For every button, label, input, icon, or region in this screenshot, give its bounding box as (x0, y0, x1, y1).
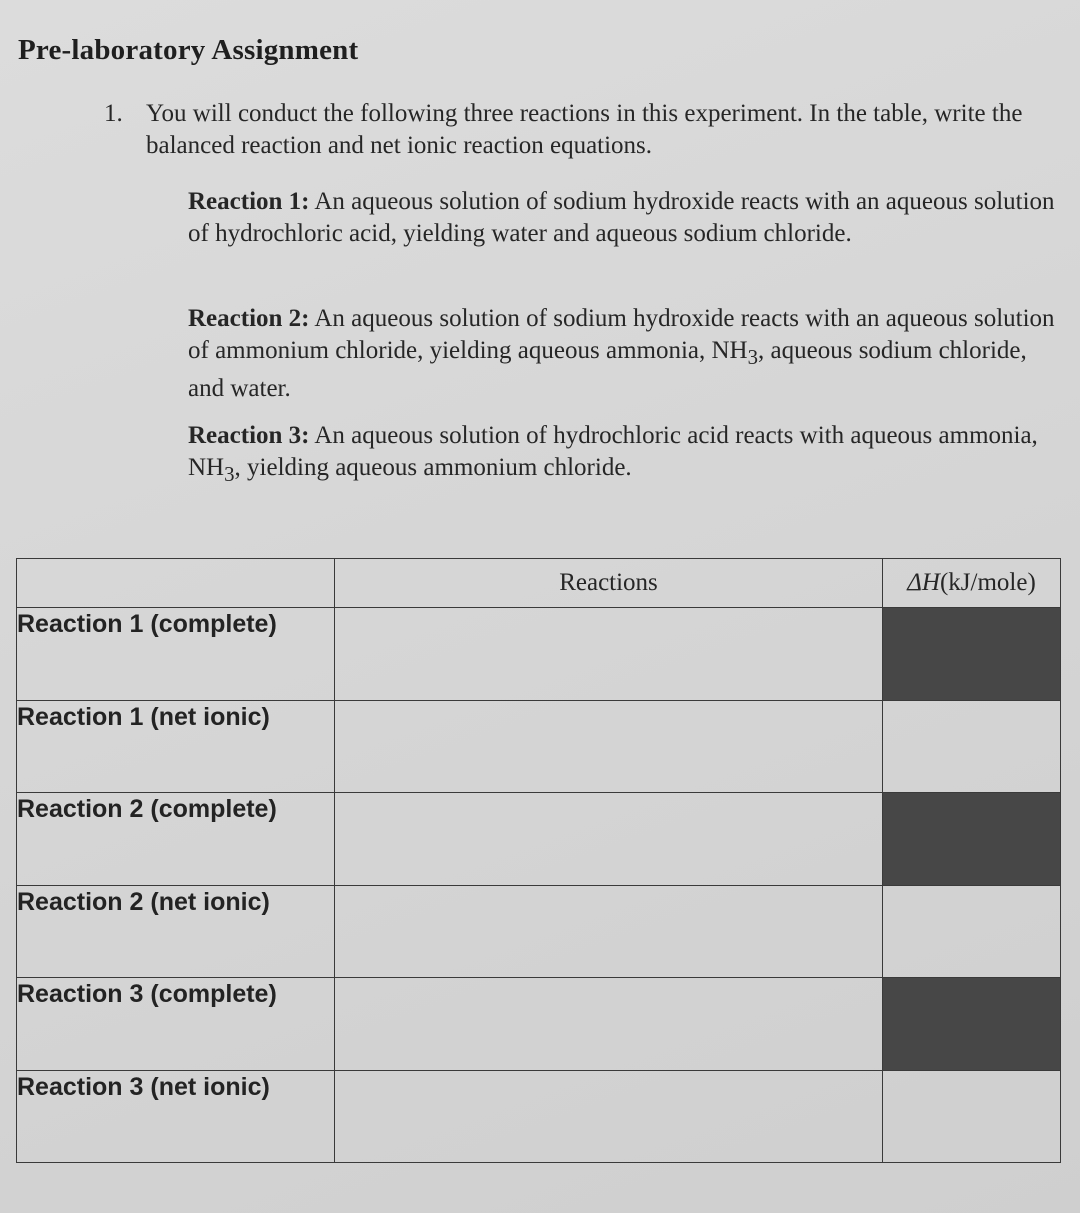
delta-h-symbol: ΔH (907, 569, 940, 596)
equation-cell-reaction-2-complete[interactable] (335, 793, 883, 886)
header-blank-cell (17, 559, 335, 608)
reaction-1-description (188, 186, 1058, 250)
table-header-row (17, 559, 1061, 608)
page-title: Pre-laboratory Assignment (18, 34, 359, 66)
reaction-3-text-end: , yielding aqueous ammonium chloride. (234, 454, 632, 481)
delta-h-cell-reaction-2[interactable] (883, 885, 1061, 978)
row-label-reaction-3-complete: Reaction 3 (complete) (17, 978, 335, 1071)
question-number: 1. (104, 100, 123, 127)
question-text: You will conduct the following three reactions in this experiment. In the table, write the balanced reaction and net ionic reaction equations. (146, 100, 1023, 159)
reaction-2-text: An aqueous solution of sodium hydroxide reacts with an aqueous solution of ammonium chloride, yielding aqueous ammonia, NH (188, 305, 1055, 364)
reaction-3-description (188, 420, 1058, 490)
reaction-3-subscript: 3 (224, 462, 235, 486)
reaction-2-label: Reaction 2: (188, 305, 310, 332)
table-row (17, 608, 1061, 701)
delta-h-cell-shaded (883, 793, 1061, 886)
delta-h-unit: (kJ/mole) (939, 569, 1036, 596)
delta-h-cell-reaction-3[interactable] (883, 1070, 1061, 1163)
table-row (17, 1070, 1061, 1163)
reaction-1-label: Reaction 1: (188, 188, 310, 215)
equation-cell-reaction-3-complete[interactable] (335, 978, 883, 1071)
reaction-3-text: An aqueous solution of hydrochloric acid reacts with aqueous ammonia, NH (188, 422, 1038, 481)
reaction-2-subscript: 3 (747, 345, 759, 369)
header-reactions: Reactions (335, 559, 883, 608)
equation-cell-reaction-1-complete[interactable] (335, 608, 883, 701)
row-label-reaction-2-net-ionic: Reaction 2 (net ionic) (17, 885, 335, 978)
header-delta-h (883, 559, 1061, 608)
row-label-reaction-3-net-ionic: Reaction 3 (net ionic) (17, 1070, 335, 1163)
equation-cell-reaction-2-net-ionic[interactable] (335, 885, 883, 978)
row-label-reaction-2-complete: Reaction 2 (complete) (17, 793, 335, 886)
reaction-2-text-end: , aqueous sodium chloride, and water. (188, 337, 1027, 402)
reaction-1-text: An aqueous solution of sodium hydroxide reacts with an aqueous solution of hydrochloric acid, yielding water and aqueous sodium chloride. (188, 188, 1055, 247)
delta-h-cell-reaction-1[interactable] (883, 700, 1061, 793)
reaction-3-label: Reaction 3: (188, 422, 310, 449)
table-row (17, 700, 1061, 793)
table-row (17, 793, 1061, 886)
row-label-reaction-1-net-ionic: Reaction 1 (net ionic) (17, 700, 335, 793)
delta-h-cell-shaded (883, 608, 1061, 701)
reaction-2-description (188, 303, 1058, 405)
equation-cell-reaction-1-net-ionic[interactable] (335, 700, 883, 793)
delta-h-cell-shaded (883, 978, 1061, 1071)
reactions-table (16, 558, 1061, 1163)
table-row (17, 978, 1061, 1071)
table-row (17, 885, 1061, 978)
equation-cell-reaction-3-net-ionic[interactable] (335, 1070, 883, 1163)
row-label-reaction-1-complete: Reaction 1 (complete) (17, 608, 335, 701)
